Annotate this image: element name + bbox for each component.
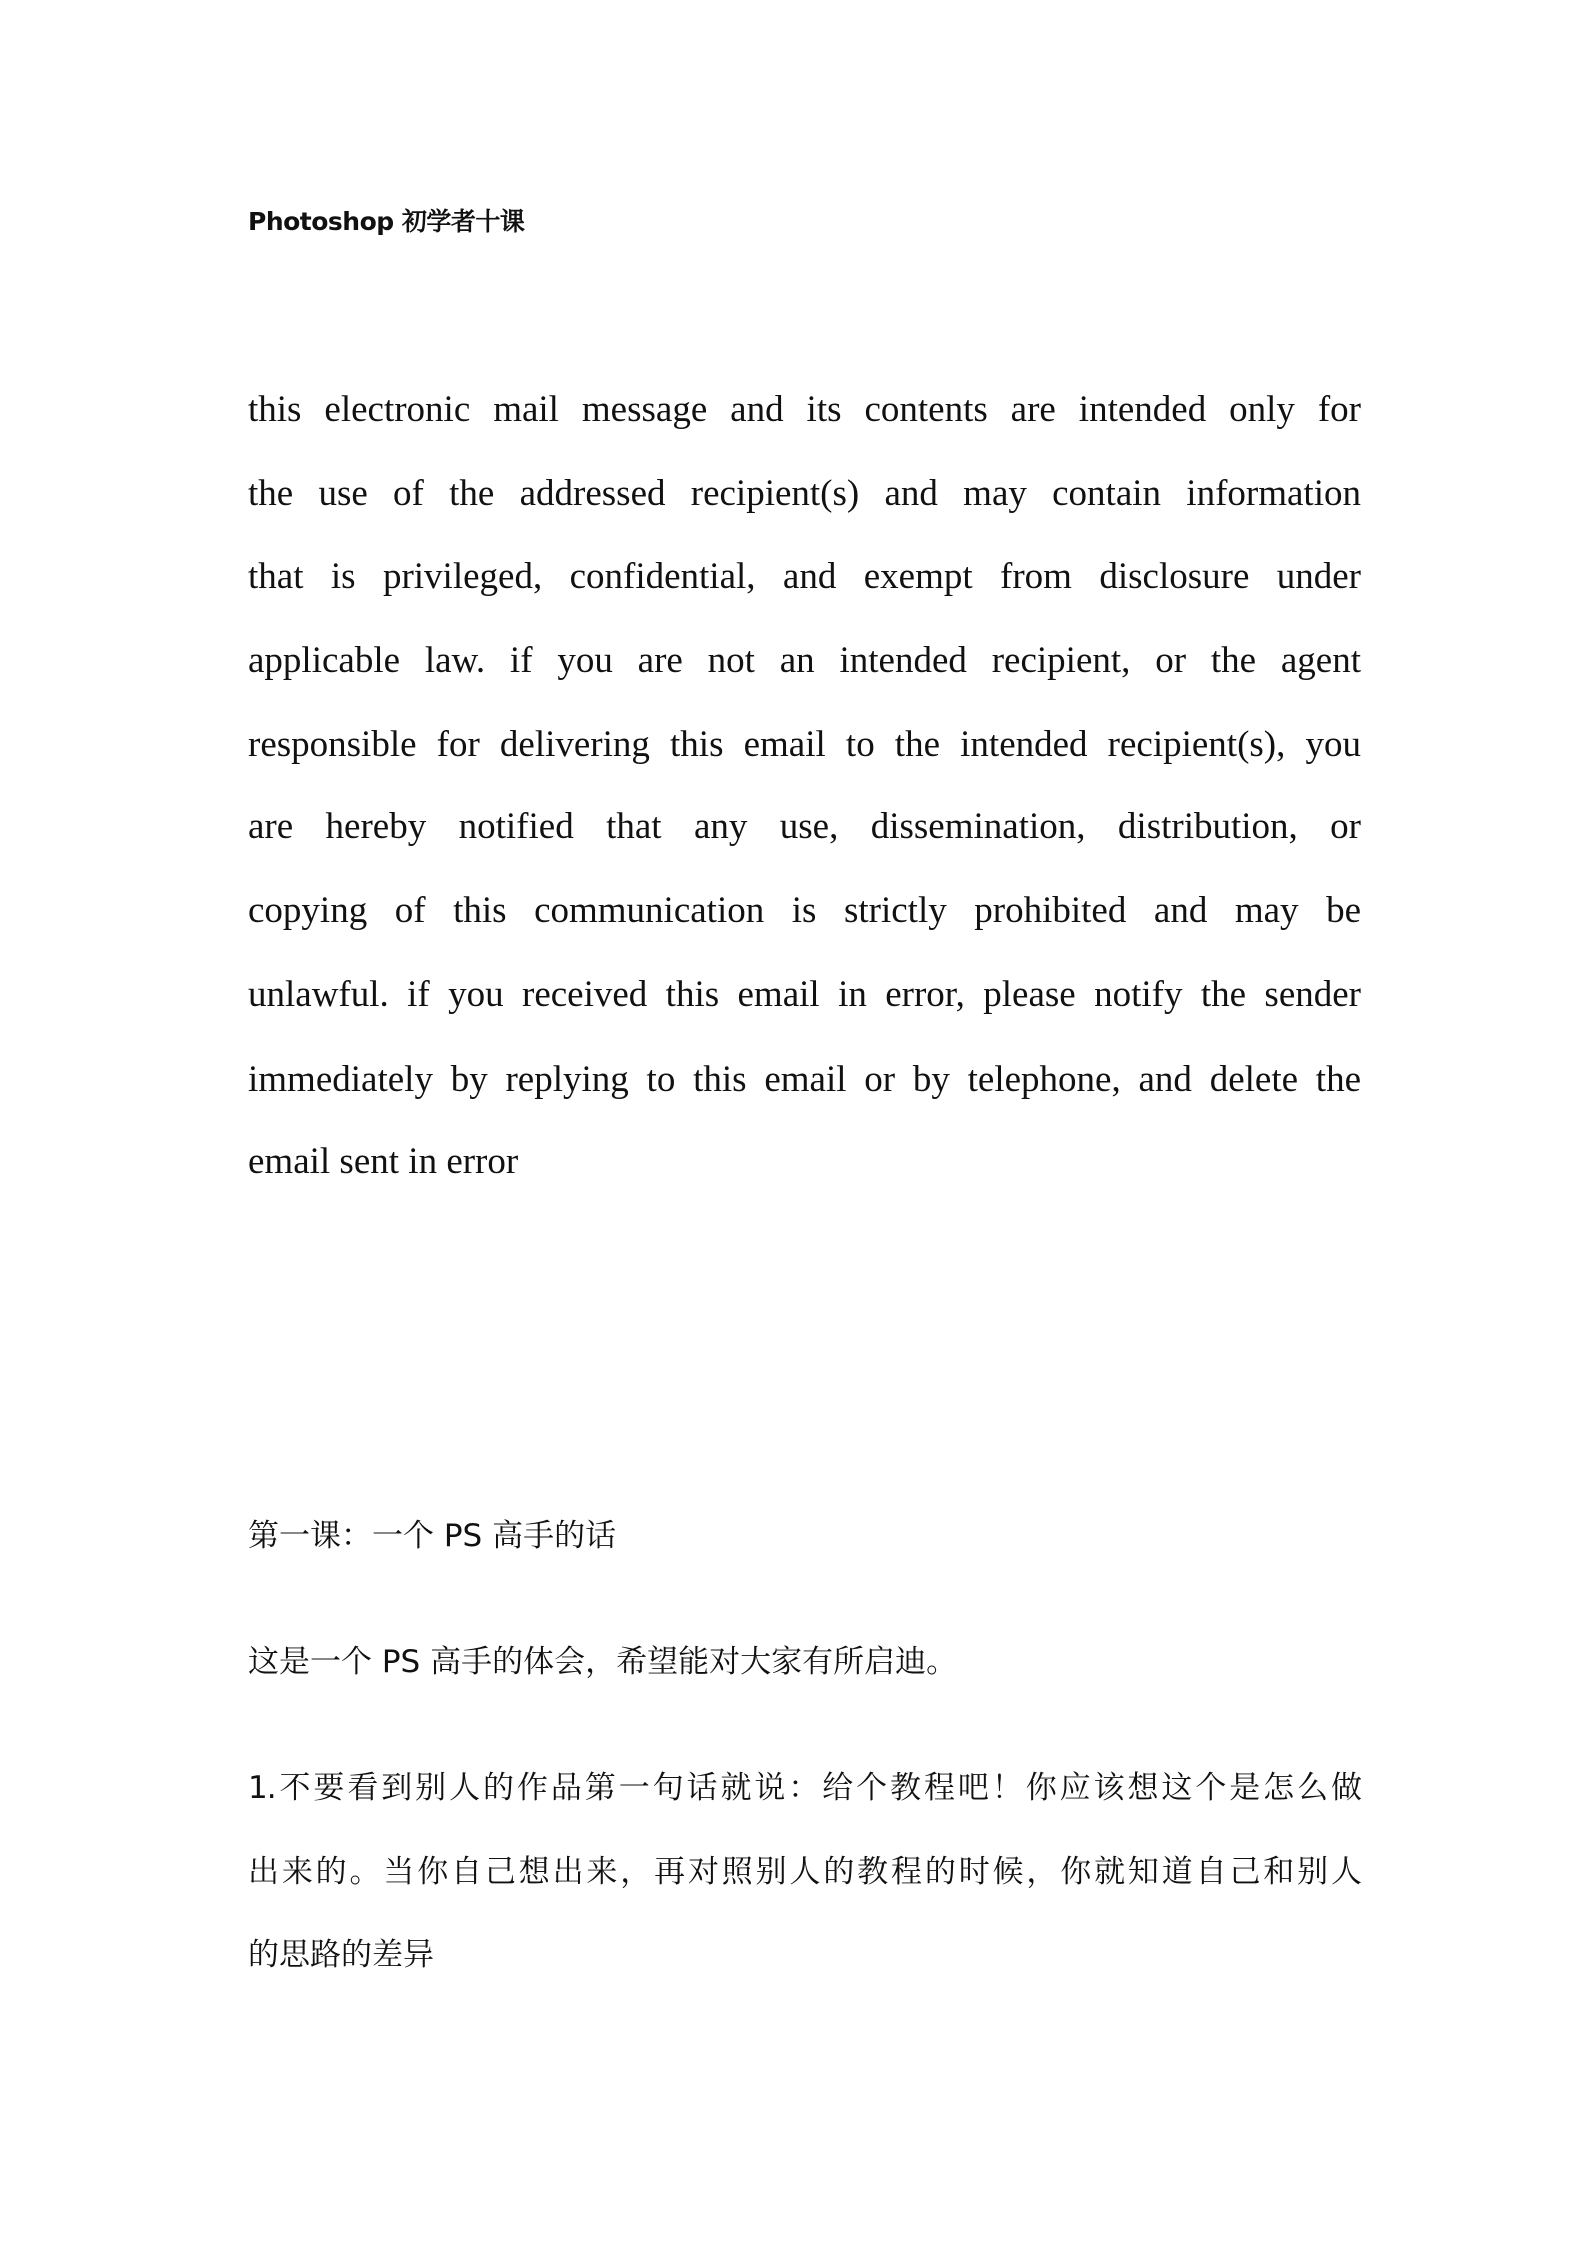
lesson-title: 第一课：一个 PS 高手的话 (248, 1518, 617, 1554)
disclaimer-line: unlawful. if you received this email in error, please notify the sender (248, 974, 1361, 1015)
disclaimer-line: responsible for delivering this email to the intended recipient(s), you (248, 724, 1361, 765)
point-line: 出来的。当你自己想出来，再对照别人的教程的时候，你就知道自己和别人 (248, 1854, 1361, 1890)
disclaimer-line: this electronic mail message and its contents are intended only for (248, 389, 1361, 430)
disclaimer-line: immediately by replying to this email or by telephone, and delete the (248, 1059, 1361, 1100)
disclaimer-line: applicable law. if you are not an intended recipient, or the agent (248, 640, 1361, 681)
lesson-intro: 这是一个 PS 高手的体会，希望能对大家有所启迪。 (248, 1644, 958, 1680)
point-line: 1.不要看到别人的作品第一句话就说：给个教程吧！你应该想这个是怎么做 (248, 1770, 1361, 1806)
disclaimer-line: are hereby notified that any use, dissemination, distribution, or (248, 806, 1361, 847)
disclaimer-line: copying of this communication is strictly prohibited and may be (248, 890, 1361, 931)
document-header: Photoshop 初学者十课 (248, 207, 525, 236)
disclaimer-line: that is privileged, confidential, and exempt from disclosure under (248, 556, 1361, 597)
disclaimer-line: email sent in error (248, 1141, 519, 1182)
disclaimer-line: the use of the addressed recipient(s) and may contain information (248, 473, 1361, 514)
point-line: 的思路的差异 (248, 1937, 434, 1973)
